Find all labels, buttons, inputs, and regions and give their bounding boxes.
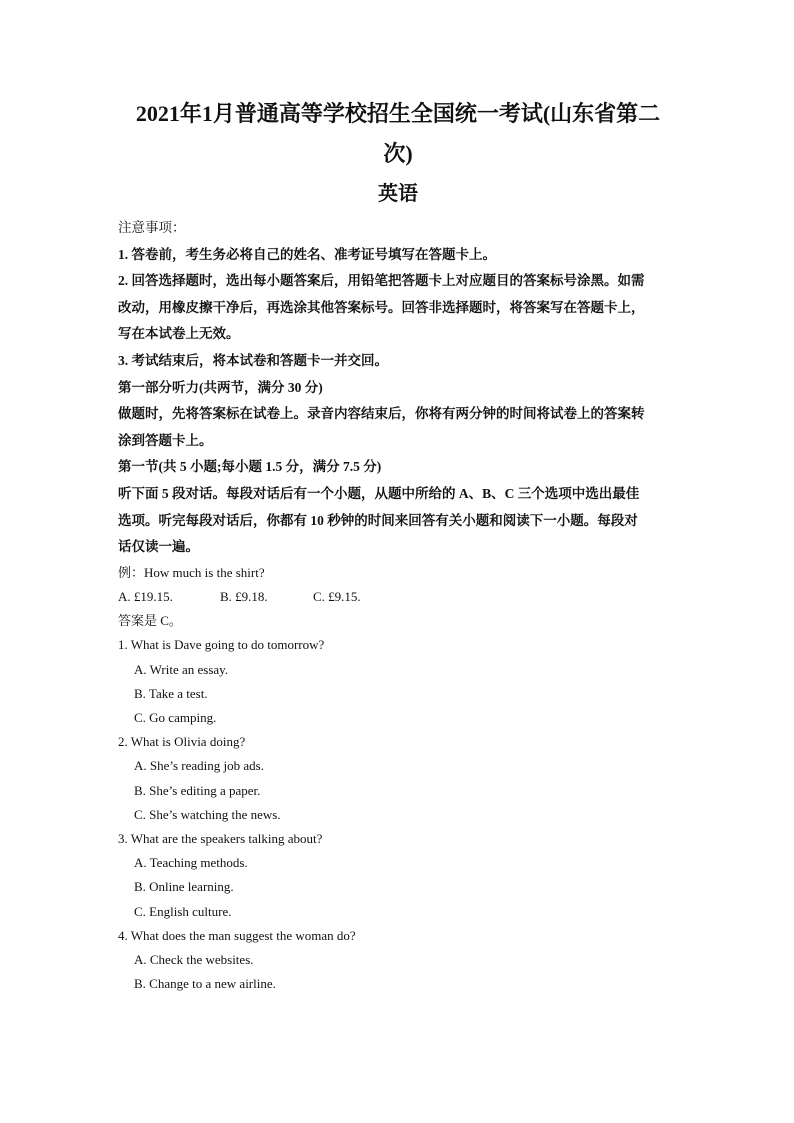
exam-body xyxy=(118,215,678,996)
notice-item-2-line1: 2. 回答选择题时，选出每小题答案后，用铅笔把答题卡上对应题目的答案标号涂黑。如需 xyxy=(118,273,645,289)
question-1: 1. What is Dave going to do tomorrow? xyxy=(118,637,325,653)
example-options xyxy=(118,585,678,609)
section1-instruction-line1: 听下面 5 段对话。每段对话后有一个小题，从题中所给的 A、B、C 三个选项中选出最佳 xyxy=(118,485,640,501)
part1-instruction-line1: 做题时，先将答案标在试卷上。录音内容结束后，你将有两分钟的时间将试卷上的答案转 xyxy=(118,406,645,422)
question-2-option-c: C. She’s watching the news. xyxy=(134,806,281,822)
section1-instruction-line3: 话仅读一遍。 xyxy=(118,539,199,555)
example-option-c: C. £9.15. xyxy=(313,588,361,604)
notice-item-1: 1. 答卷前，考生务必将自己的姓名、准考证号填写在答题卡上。 xyxy=(118,246,496,262)
exam-title-line2: 次) xyxy=(383,141,413,166)
question-4-option-a: A. Check the websites. xyxy=(134,951,254,967)
question-2-option-a: A. She’s reading job ads. xyxy=(134,758,264,774)
question-4-option-b: B. Change to a new airline. xyxy=(134,976,276,992)
notice-heading: 注意事项： xyxy=(118,220,186,235)
example-answer: 答案是 C。 xyxy=(118,613,182,629)
example-option-a: A. £19.15. xyxy=(118,588,173,604)
subject-title: 英语 xyxy=(378,183,418,205)
question-3-option-a: A. Teaching methods. xyxy=(134,855,248,871)
exam-title-line1: 2021年1月普通高等学校招生全国统一考试(山东省第二 xyxy=(135,101,661,126)
example-question: 例：How much is the shirt? xyxy=(118,564,265,580)
question-2-option-b: B. She’s editing a paper. xyxy=(134,782,261,798)
question-3-option-b: B. Online learning. xyxy=(134,879,234,895)
question-3-option-c: C. English culture. xyxy=(134,903,232,919)
part1-heading: 第一部分听力(共两节，满分 30 分) xyxy=(118,379,323,395)
question-1-option-c: C. Go camping. xyxy=(134,709,217,725)
question-2: 2. What is Olivia doing? xyxy=(118,734,246,750)
question-3: 3. What are the speakers talking about? xyxy=(118,830,323,846)
section1-instruction-line2: 选项。听完每段对话后，你都有 10 秒钟的时间来回答有关小题和阅读下一小题。每段对 xyxy=(118,512,638,528)
question-1-option-a: A. Write an essay. xyxy=(134,661,229,677)
notice-item-2-line2: 改动，用橡皮擦干净后，再选涂其他答案标号。回答非选择题时，将答案写在答题卡上， xyxy=(118,299,645,315)
question-1-option-b: B. Take a test. xyxy=(134,685,208,701)
section1-heading: 第一节(共 5 小题;每小题 1.5 分，满分 7.5 分) xyxy=(118,459,382,475)
question-4: 4. What does the man suggest the woman do? xyxy=(118,927,356,943)
part1-instruction-line2: 涂到答题卡上。 xyxy=(118,432,213,448)
notice-item-3: 3. 考试结束后，将本试卷和答题卡一并交回。 xyxy=(118,352,388,368)
example-option-b: B. £9.18. xyxy=(220,588,268,604)
notice-item-2-line3: 写在本试卷上无效。 xyxy=(118,326,240,342)
